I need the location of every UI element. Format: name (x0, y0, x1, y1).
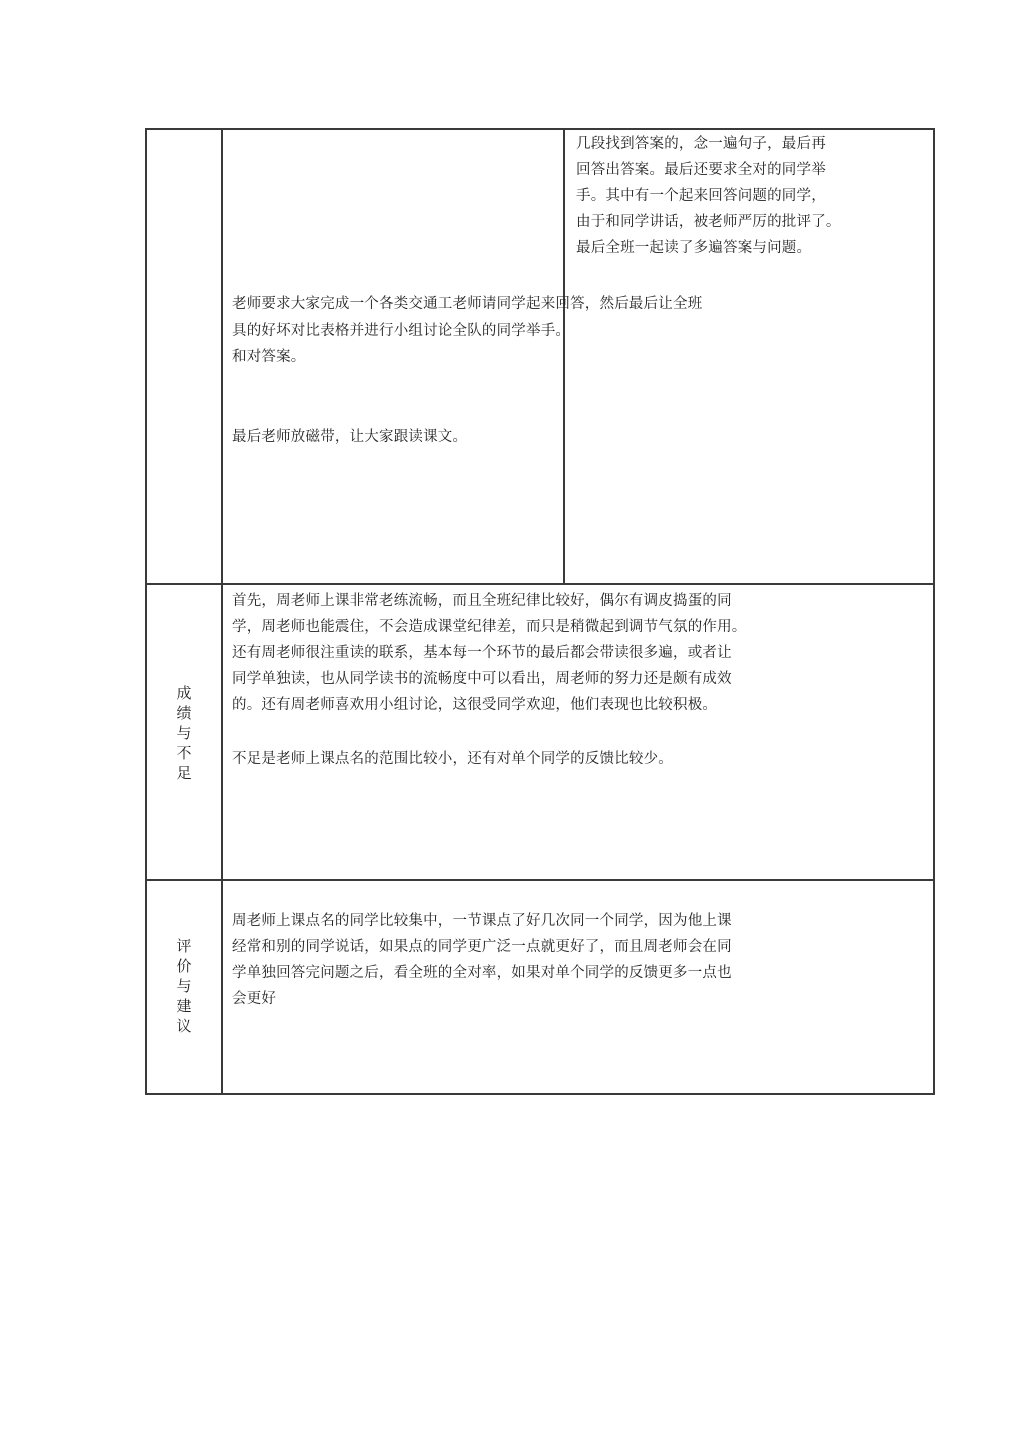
paragraph-line: 几段找到答案的，念一遍句子，最后再 (576, 136, 826, 152)
paragraph-line: 回答出答案。最后还要求全对的同学举 (576, 162, 826, 178)
paragraph-line: 学单独回答完问题之后，看全班的全对率，如果对单个同学的反馈更多一点也 (232, 965, 732, 981)
paragraph-line: 首先，周老师上课非常老练流畅，而且全班纪律比较好，偶尔有调皮捣蛋的同 (232, 593, 732, 609)
paragraph-line: 和对答案。 (232, 349, 306, 365)
row-divider-2 (145, 879, 935, 881)
label-char: 不 (176, 744, 192, 762)
paragraph-line: 学，周老师也能震住，不会造成课堂纪律差，而只是稍微起到调节气氛的作用。 (232, 619, 747, 635)
paragraph-line: 的。还有周老师喜欢用小组讨论，这很受同学欢迎，他们表现也比较积极。 (232, 697, 718, 713)
paragraph-line: 手。其中有一个起来回答问题的同学， (576, 188, 826, 204)
paragraph-line: 由于和同学讲话，被老师严厉的批评了。 (576, 214, 841, 230)
label-char: 成 (176, 684, 192, 702)
evaluation-label (174, 936, 194, 1036)
label-char: 绩 (176, 704, 192, 722)
label-char: 足 (176, 764, 192, 782)
paragraph-line: 不足是老师上课点名的范围比较小，还有对单个同学的反馈比较少。 (232, 751, 673, 767)
table-left-border (145, 128, 147, 1095)
label-char: 与 (176, 724, 192, 742)
paragraph-line: 最后老师放磁带，让大家跟读课文。 (232, 429, 468, 445)
paragraph-line: 经常和别的同学说话，如果点的同学更广泛一点就更好了，而且周老师会在同 (232, 939, 732, 955)
paragraph-line: 周老师上课点名的同学比较集中，一节课点了好几次同一个同学，因为他上课 (232, 913, 732, 929)
inner-column-divider (563, 128, 565, 585)
paragraph-line: 老师要求大家完成一个各类交通工老师请同学起来回答，然后最后让全班 (232, 296, 703, 312)
paragraph-line: 同学单独读，也从同学读书的流畅度中可以看出，周老师的努力还是颇有成效 (232, 671, 732, 687)
label-char: 与 (176, 977, 192, 995)
table-right-border (933, 128, 935, 1095)
row-divider-1 (145, 583, 935, 585)
label-char: 议 (176, 1017, 192, 1035)
paragraph-line: 具的好坏对比表格并进行小组讨论全队的同学举手。 (232, 323, 571, 339)
table-bottom-border (145, 1093, 935, 1095)
label-char: 建 (176, 997, 192, 1015)
results-label (174, 683, 194, 783)
paragraph-line: 最后全班一起读了多遍答案与问题。 (576, 240, 812, 256)
label-char: 评 (176, 937, 192, 955)
label-column-divider (221, 128, 223, 1095)
table-top-border (145, 128, 935, 130)
label-char: 价 (176, 957, 192, 975)
paragraph-line: 会更好 (232, 991, 277, 1007)
paragraph-line: 还有周老师很注重读的联系，基本每一个环节的最后都会带读很多遍，或者让 (232, 645, 732, 661)
